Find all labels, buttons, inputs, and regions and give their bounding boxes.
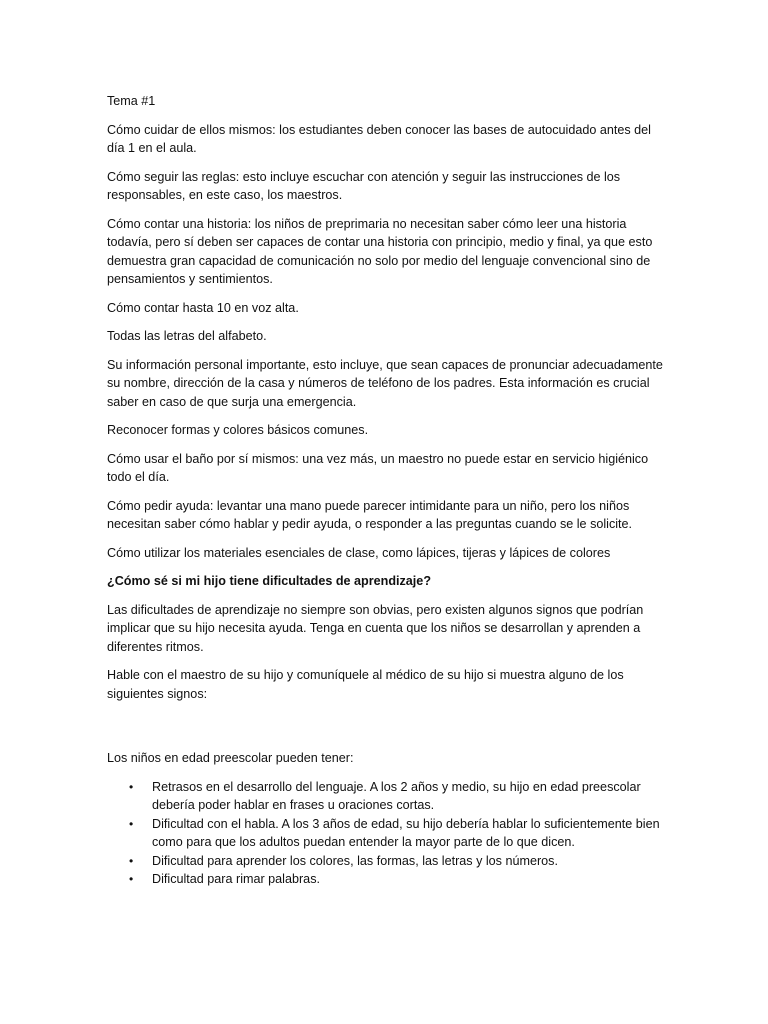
paragraph-autocuidado: Cómo cuidar de ellos mismos: los estudiantes deben conocer las bases de autocuidado antes del día 1 en el aula.: [107, 122, 651, 155]
list-item-text: Retrasos en el desarrollo del lenguaje. A los 2 años y medio, su hijo en edad preescolar debería poder hablar en frases u oraciones cortas.: [152, 779, 641, 812]
list-intro: Los niños en edad preescolar pueden tener:: [107, 751, 354, 765]
paragraph-reglas: Cómo seguir las reglas: esto incluye escuchar con atención y seguir las instrucciones de los responsables, en este caso, los maestros.: [107, 169, 621, 202]
paragraph-dificultades: Las dificultades de aprendizaje no siempre son obvias, pero existen algunos signos que podrían implicar que su hijo necesita ayuda. Tenga en cuenta que los niños se desarrollan y aprenden a diferentes ritmos.: [107, 602, 644, 654]
document-body: [107, 92, 667, 889]
list-item-text: Dificultad para rimar palabras.: [152, 872, 320, 886]
paragraph-informacion-personal: Su información personal importante, esto incluye, que sean capaces de pronunciar adecuadamente su nombre, dirección de la casa y números de teléfono de los padres. Esta información es crucial saber en caso de que surja una emergencia.: [107, 357, 663, 409]
bullet-icon: •: [129, 816, 134, 831]
signs-list: [107, 778, 667, 889]
list-item-text: Dificultad para aprender los colores, las formas, las letras y los números.: [152, 853, 558, 868]
paragraph-materiales: Cómo utilizar los materiales esenciales de clase, como lápices, tijeras y lápices de colores: [107, 545, 611, 560]
paragraph-formas-colores: Reconocer formas y colores básicos comunes.: [107, 423, 369, 437]
spacer: [107, 713, 667, 749]
list-item: [107, 778, 667, 815]
list-item: [107, 815, 667, 852]
bullet-icon: •: [129, 872, 134, 886]
paragraph-hable-maestro: Hable con el maestro de su hijo y comuníquele al médico de su hijo si muestra alguno de los siguientes signos:: [107, 668, 624, 701]
paragraph-pedir-ayuda: Cómo pedir ayuda: levantar una mano puede parecer intimidante para un niño, pero los niños necesitan saber cómo hablar y pedir ayuda, o responder a las preguntas cuando se le solicite.: [107, 498, 633, 531]
document-title: Tema #1: [107, 94, 156, 108]
list-item: [107, 852, 667, 871]
bullet-icon: •: [129, 779, 134, 794]
bullet-icon: •: [129, 853, 134, 868]
paragraph-bano: Cómo usar el baño por sí mismos: una vez más, un maestro no puede estar en servicio higiénico todo el día.: [107, 451, 649, 484]
list-item-text: Dificultad con el habla. A los 3 años de edad, su hijo debería hablar lo suficientemente bien como para que los adultos puedan entender la mayor parte de lo que dicen.: [152, 816, 660, 849]
section-heading: ¿Cómo sé si mi hijo tiene dificultades de aprendizaje?: [107, 574, 432, 588]
paragraph-historia: Cómo contar una historia: los niños de preprimaria no necesitan saber cómo leer una historia todavía, pero sí deben ser capaces de contar una historia con principio, medio y final, ya que esto demuestra gran capacidad de comunicación no solo por medio del lenguaje convencional sino de pensamientos y sentimientos.: [107, 216, 653, 286]
paragraph-alfabeto: Todas las letras del alfabeto.: [107, 329, 267, 343]
list-item: [107, 870, 667, 889]
paragraph-contar: Cómo contar hasta 10 en voz alta.: [107, 300, 299, 315]
